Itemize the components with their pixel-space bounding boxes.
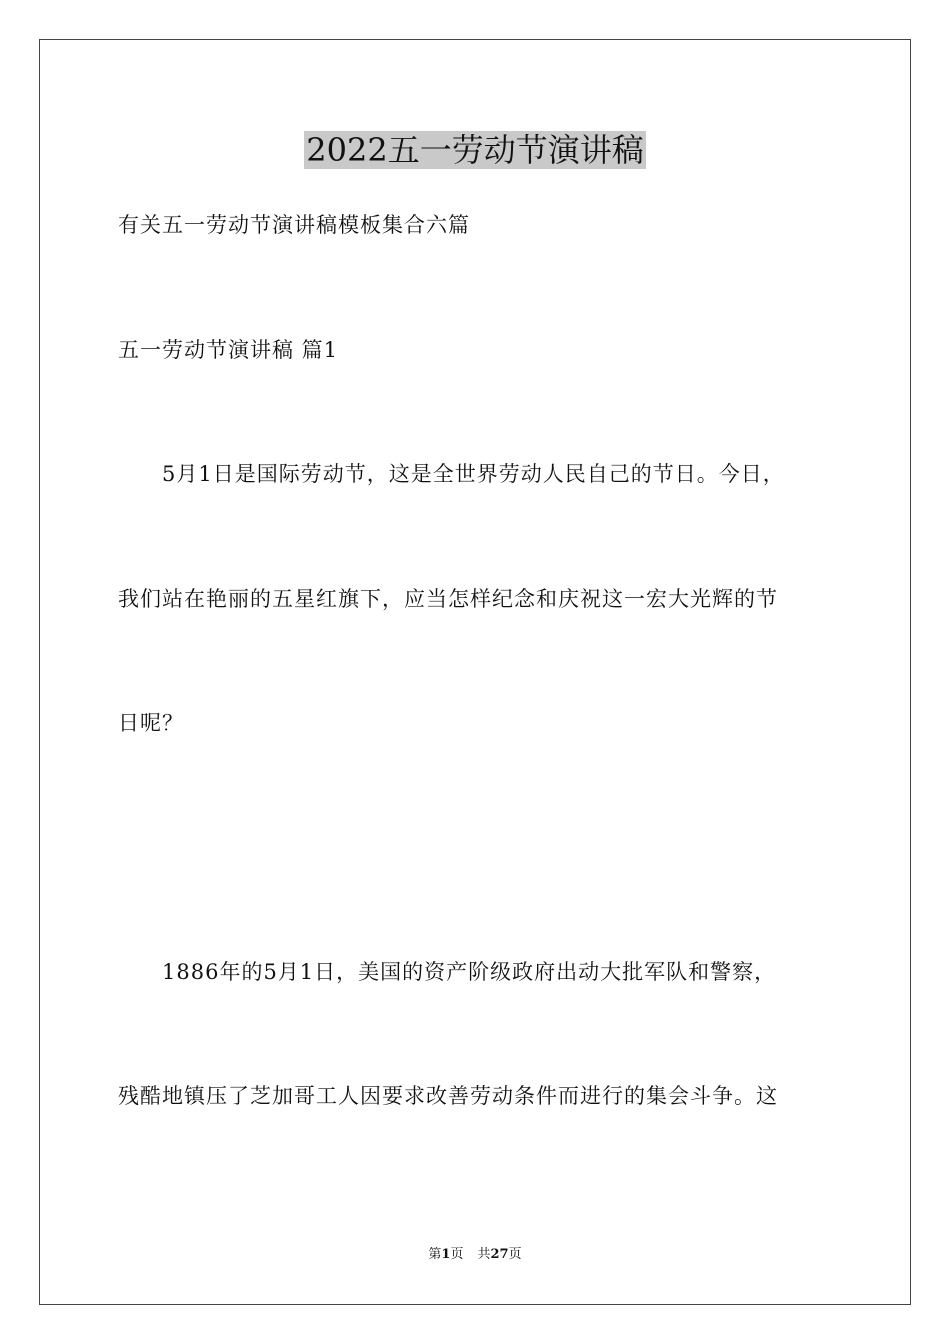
document-title-text: 2022五一劳动节演讲稿 (306, 131, 644, 169)
document-subtitle: 有关五一劳动节演讲稿模板集合六篇 (118, 213, 470, 237)
document-title (0, 128, 950, 172)
page-footer (0, 1246, 950, 1264)
footer-total-suffix: 页 (508, 1247, 522, 1262)
paragraph-line: 5月1日是国际劳动节，这是全世界劳动人民自己的节日。今日， (162, 462, 785, 486)
footer-page-suffix: 页 (450, 1247, 464, 1262)
footer-page-prefix: 第 (428, 1247, 442, 1262)
section-heading: 五一劳动节演讲稿 篇1 (118, 338, 339, 362)
footer-total-prefix: 共 (477, 1247, 491, 1262)
footer-page-current: 1 (441, 1247, 451, 1262)
paragraph-line: 残酷地镇压了芝加哥工人因要求改善劳动条件而进行的集会斗争。这 (118, 1084, 778, 1108)
footer-page-total: 27 (490, 1247, 509, 1262)
paragraph-line: 日呢？ (118, 711, 184, 735)
paragraph-line: 我们站在艳丽的五星红旗下，应当怎样纪念和庆祝这一宏大光辉的节 (118, 587, 778, 611)
paragraph-line: 1886年的5月1日，美国的资产阶级政府出动大批军队和警察， (162, 960, 777, 984)
